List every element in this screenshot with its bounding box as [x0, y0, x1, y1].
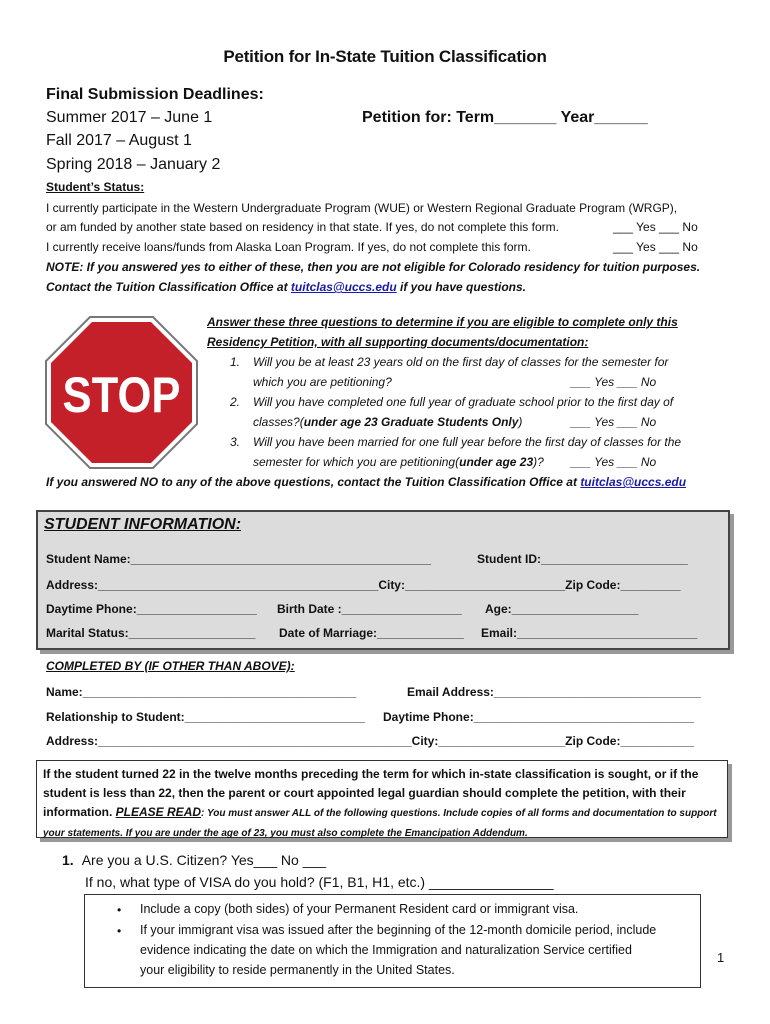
student-id-field[interactable]: Student ID:______________________: [477, 552, 688, 566]
status-funded-yes-no[interactable]: ___ Yes ___ No: [613, 220, 698, 234]
answered-no-line: If you answered NO to any of the above questions, contact the Tuition Classification Office at tuitclas@uccs.edu: [46, 475, 687, 489]
age-field[interactable]: Age:___________________: [485, 602, 639, 616]
student-name-field[interactable]: Student Name:_____________________________________________: [46, 552, 431, 566]
birth-date-field[interactable]: Birth Date :__________________: [277, 602, 462, 616]
status-line-funded: or am funded by another state based on residency in that state. If yes, do not complete this form.: [46, 220, 559, 234]
student-email-field[interactable]: Email:___________________________: [481, 626, 698, 640]
student-information-box: [36, 510, 730, 650]
bullet-icon: •: [117, 924, 122, 938]
completed-by-phone-field[interactable]: Daytime Phone:_________________________________: [383, 710, 694, 724]
page-number: 1: [717, 950, 725, 965]
email-link[interactable]: tuitclas@uccs.edu: [290, 280, 397, 294]
page-title: Petition for In-State Tuition Classification: [223, 47, 547, 66]
deadline-fall: Fall 2017 – August 1: [46, 132, 192, 149]
status-line-alaska: I currently receive loans/funds from Alaska Loan Program. If yes, do not complete this form.: [46, 240, 531, 254]
stop-sign-text: STOP: [62, 367, 181, 423]
question-3-line-2: semester for which you are petitioning(under age 23)?: [253, 455, 544, 469]
question-2-yes-no[interactable]: ___ Yes ___ No: [571, 415, 657, 429]
marital-status-field[interactable]: Marital Status:___________________: [46, 626, 256, 640]
status-alaska-yes-no[interactable]: ___ Yes ___ No: [613, 240, 698, 254]
contact-line: Contact the Tuition Classification Office at tuitclas@uccs.edu if you have questions.: [46, 280, 527, 294]
requirement-2-line-1: If your immigrant visa was issued after the beginning of the 12-month domicile period, include: [140, 923, 657, 937]
deadlines-heading: Final Submission Deadlines:: [46, 86, 264, 103]
requirements-box: [84, 894, 701, 988]
email-link[interactable]: tuitclas@uccs.edu: [580, 475, 687, 489]
question-3-yes-no[interactable]: ___ Yes ___ No: [571, 455, 657, 469]
bullet-icon: •: [117, 903, 122, 917]
stop-sign-icon: [44, 315, 199, 470]
citizen-yes-no[interactable]: Are you a U.S. Citizen? Yes___ No ___: [81, 852, 327, 868]
requirement-2-line-3: your eligibility to reside permanently in the United States.: [140, 963, 455, 977]
completed-by-heading: COMPLETED BY (IF OTHER THAN ABOVE):: [46, 659, 295, 673]
question-1-line-2: which you are petitioning?: [253, 375, 392, 389]
status-line-wue: I currently participate in the Western Undergraduate Program (WUE) or Western Regional Graduate Program (WRGP),: [46, 201, 678, 215]
questions-heading-2: Residency Petition, with all supporting documents/documentation:: [207, 335, 589, 349]
question-3-number: 3.: [230, 435, 241, 449]
question-3-line-1: Will you have been married for one full year before the first day of classes for the: [253, 435, 682, 449]
student-information-heading: STUDENT INFORMATION:: [44, 516, 242, 533]
student-status-heading: Student’s Status:: [46, 180, 145, 194]
please-read-label: PLEASE READ: [115, 805, 202, 819]
daytime-phone-field[interactable]: Daytime Phone:__________________: [46, 602, 257, 616]
question-1-line-1: Will you be at least 23 years old on the first day of classes for the semester for: [253, 355, 669, 369]
requirement-2-line-2: evidence indicating the date on which the Immigration and naturalization Service certified: [140, 943, 632, 957]
question-1-yes-no[interactable]: ___ Yes ___ No: [571, 375, 657, 389]
date-of-marriage-field[interactable]: Date of Marriage:_____________: [279, 626, 464, 640]
completed-by-address-field[interactable]: Address:_______________________________________________City:___________________Zip Code:___________: [46, 734, 694, 748]
petition-for-term-year[interactable]: Petition for: Term_______ Year______: [362, 109, 648, 126]
note-line: NOTE: If you answered yes to either of these, then you are not eligible for Colorado residency for tuition purposes.: [46, 260, 701, 274]
completed-by-name-field[interactable]: Name:_________________________________________: [46, 685, 357, 699]
question-2-line-2: classes?(under age 23 Graduate Students Only): [253, 415, 523, 429]
question-1-number: 1.: [230, 355, 241, 369]
deadline-summer: Summer 2017 – June 1: [46, 109, 213, 126]
question-2-number: 2.: [230, 395, 241, 409]
notice-box: [36, 760, 728, 838]
relationship-field[interactable]: Relationship to Student:___________________________: [46, 710, 365, 724]
student-address-field[interactable]: Address:__________________________________________City:________________________Zip Code:_________: [46, 578, 681, 592]
completed-by-email-field[interactable]: Email Address:_______________________________: [407, 685, 701, 699]
requirement-1: Include a copy (both sides) of your Permanent Resident card or immigrant visa.: [140, 902, 579, 916]
questions-heading-1: Answer these three questions to determine if you are eligible to complete only this: [207, 315, 678, 329]
visa-type-field[interactable]: If no, what type of VISA do you hold? (F1, B1, H1, etc.) ________________: [85, 874, 554, 890]
deadline-spring: Spring 2018 – January 2: [46, 156, 221, 173]
question-citizen: 1. Are you a U.S. Citizen? Yes___ No ___: [62, 852, 327, 868]
question-2-line-1: Will you have completed one full year of graduate school prior to the first day of: [253, 395, 674, 409]
notice-text: If the student turned 22 in the twelve months preceding the term for which in-state classification is sought, or if the student is less than 22, then the parent or court appointed legal guardian should complete the petition, with their information. PLEASE READ: You must answer ALL of the following questions. Include copies of all forms and documentation to support your statements. If you are under the age of 23, you must also complete the Emancipation Addendum.: [43, 767, 717, 839]
